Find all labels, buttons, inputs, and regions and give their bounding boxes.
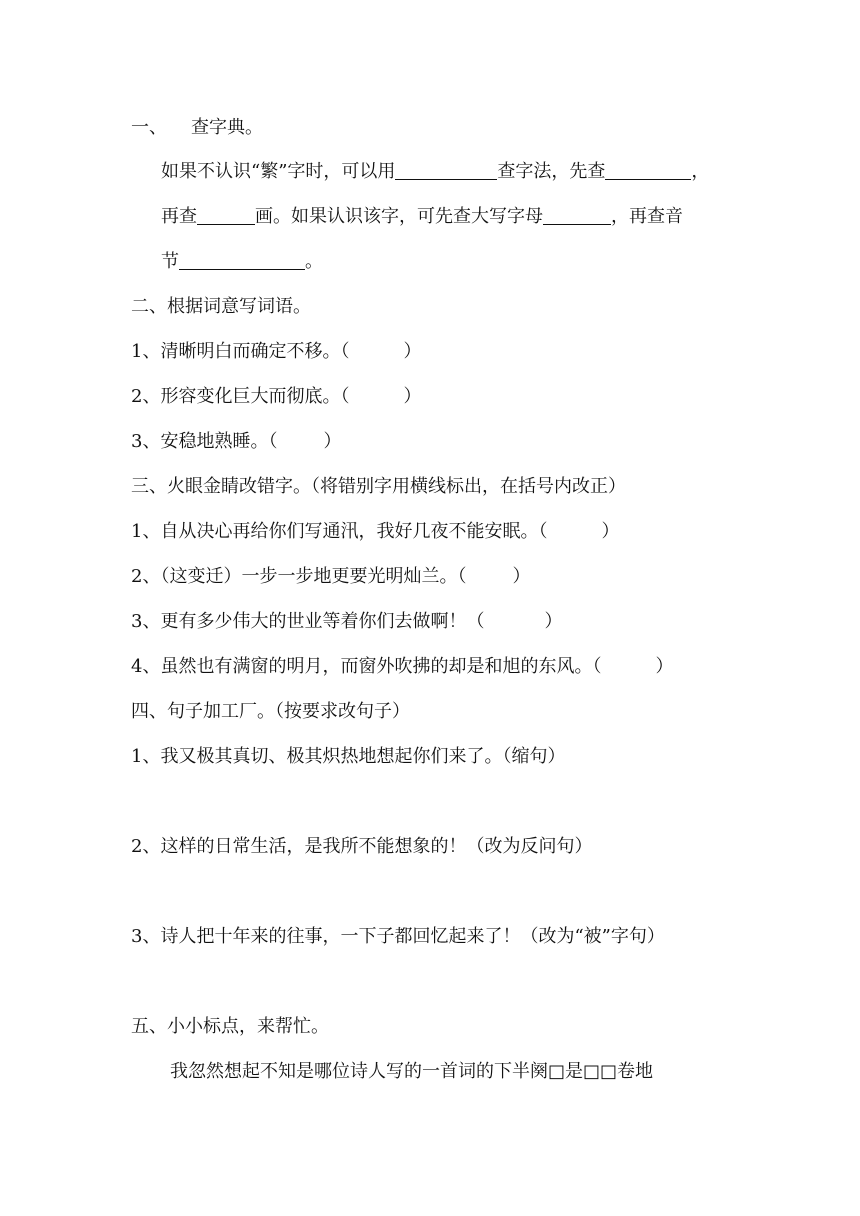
section-2-question-3 <box>131 430 341 454</box>
section-1-line-1 <box>161 160 709 184</box>
section-3-question-3 <box>131 610 562 634</box>
section-3-question-4 <box>131 655 673 679</box>
line-2-text-c: ，再查音 <box>611 206 683 227</box>
line-1-text-a: 如果不认识“繁”字时，可以用 <box>161 161 396 182</box>
section-1-heading <box>131 116 263 140</box>
line-2-text-a: 再查 <box>161 206 197 227</box>
section-2-question-1 <box>131 340 421 364</box>
question-text: 3、更有多少伟大的世业等着你们去做啊！（ <box>131 611 485 632</box>
section-4-question-2: 2、这样的日常生活，是我所不能想象的！（改为反问句） <box>131 836 593 857</box>
section-1-line-2 <box>161 205 683 229</box>
section-5-title: 五、小小标点，来帮忙。 <box>131 1016 329 1037</box>
section-5-paragraph: 我忽然想起不知是哪位诗人写的一首词的下半阕□是□□卷地 <box>170 1061 654 1082</box>
close-paren: ） <box>403 341 422 362</box>
blank-capital-letter[interactable] <box>543 206 611 225</box>
section-2-question-2 <box>131 385 421 409</box>
section-2-title: 二、根据词意写词语。 <box>131 296 311 317</box>
section-4-question-3: 3、诗人把十年来的往事，一下子都回忆起来了！（改为“被”字句） <box>131 926 665 947</box>
line-3-text-a: 节 <box>161 251 179 272</box>
blank-lookup-method[interactable] <box>395 161 497 180</box>
section-4-title: 四、句子加工厂。（按要求改句子） <box>131 701 410 722</box>
question-text: 1、自从决心再给你们写通汛，我好几夜不能安眠。（ <box>131 521 548 542</box>
section-4-question-1: 1、我又极其真切、极其炽热地想起你们来了。（缩句） <box>131 746 566 767</box>
section-1-line-3 <box>161 250 323 274</box>
close-paren: ） <box>601 521 620 542</box>
section-1-title: 查字典。 <box>191 117 263 138</box>
close-paren: ） <box>512 566 531 587</box>
question-text: 4、虽然也有满窗的明月，而窗外吹拂的却是和旭的东风。（ <box>131 656 602 677</box>
question-text: 2、形容变化巨大而彻底。（ <box>131 386 350 407</box>
section-3-title: 三、火眼金睛改错字。（将错别字用横线标出，在括号内改正） <box>131 476 626 497</box>
section-1-number: 一、 <box>131 117 167 138</box>
close-paren: ） <box>323 431 342 452</box>
close-paren: ） <box>403 386 422 407</box>
section-3-question-2 <box>131 565 530 589</box>
blank-radical[interactable] <box>605 161 691 180</box>
question-text: 1、清晰明白而确定不移。（ <box>131 341 350 362</box>
question-text: 3、安稳地熟睡。（ <box>131 431 278 452</box>
question-text: 2、（这变迁）一步一步地更要光明灿兰。（ <box>131 566 467 587</box>
line-1-text-c: ， <box>691 161 710 182</box>
section-3-question-1 <box>131 520 619 544</box>
blank-stroke-count[interactable] <box>197 206 255 225</box>
line-3-text-b: 。 <box>305 251 323 272</box>
close-paren: ） <box>544 611 563 632</box>
blank-syllable[interactable] <box>179 251 305 270</box>
line-1-text-b: 查字法，先查 <box>497 161 606 182</box>
line-2-text-b: 画。如果认识该字，可先查大写字母 <box>255 206 543 227</box>
close-paren: ） <box>655 656 674 677</box>
